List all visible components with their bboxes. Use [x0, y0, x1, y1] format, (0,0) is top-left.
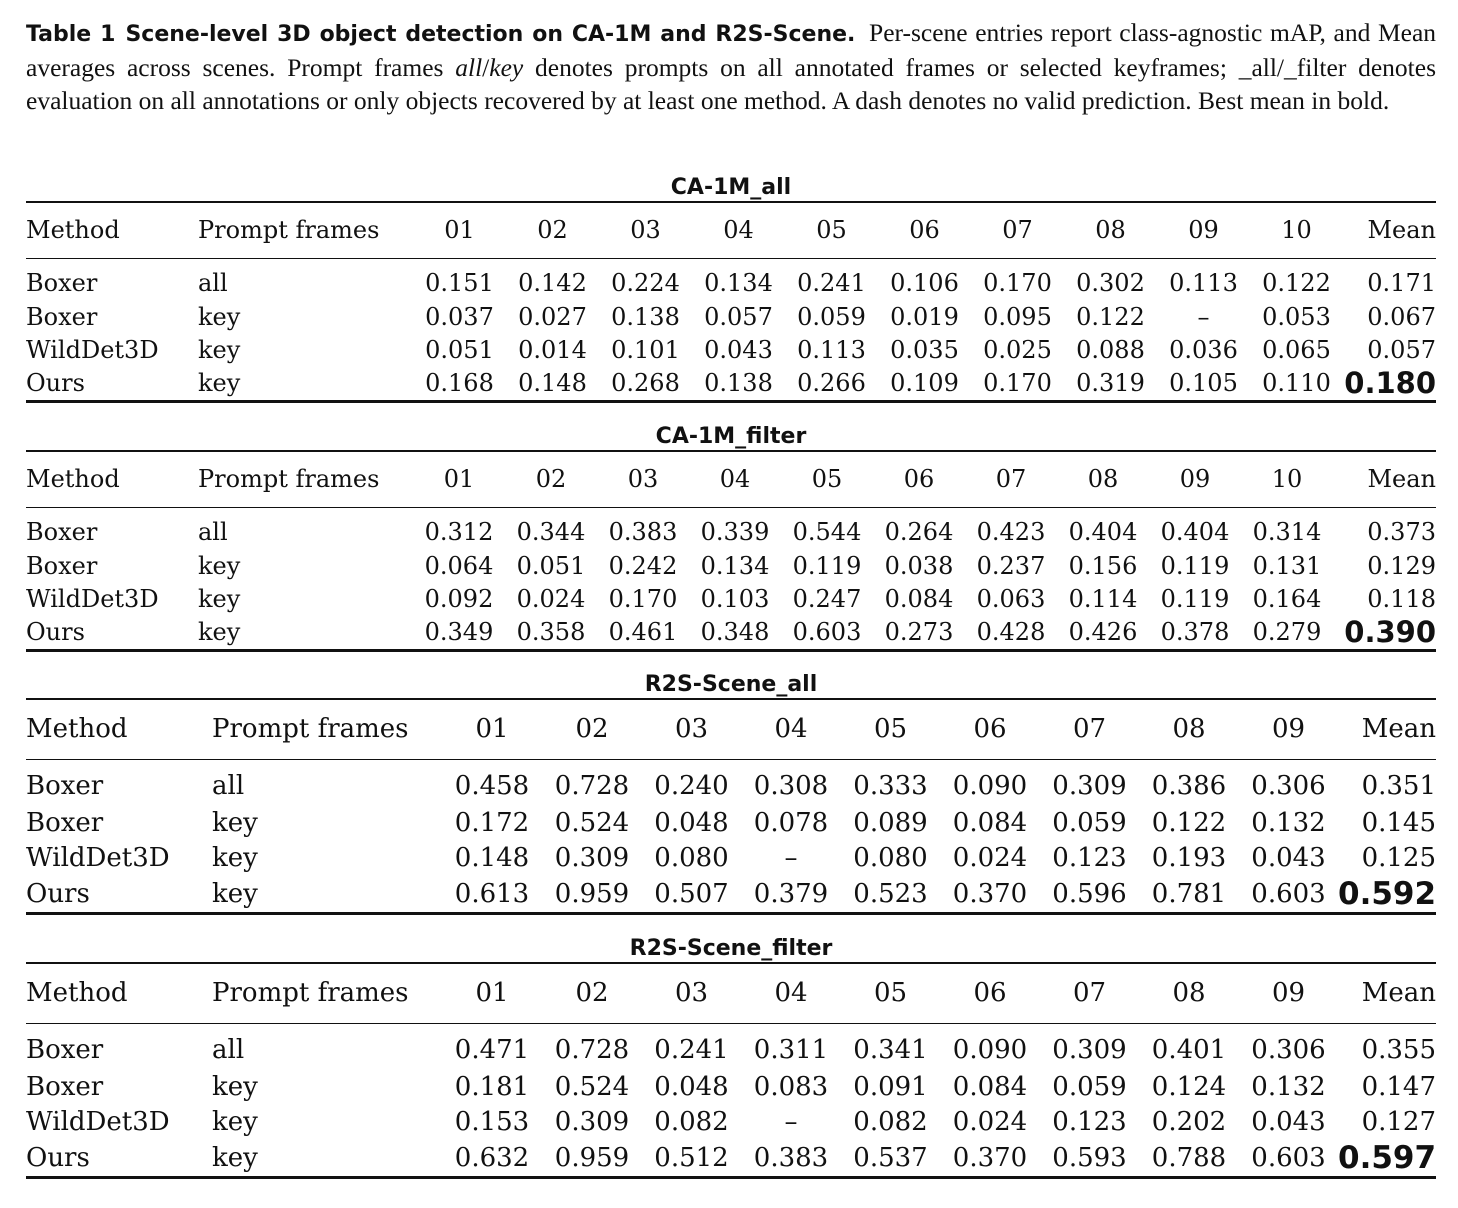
method-cell: Ours	[26, 369, 85, 397]
results-table	[26, 962, 1436, 1179]
table-row	[26, 333, 1436, 366]
scene-value-cell: 0.279	[1252, 618, 1322, 646]
scene-value-cell: 0.122	[1151, 807, 1227, 838]
scene-value-cell: 0.728	[554, 771, 630, 802]
column-header: 07	[1040, 699, 1139, 759]
method-cell: Boxer	[26, 518, 98, 547]
scene-value-cell: 0.333	[853, 771, 928, 802]
scene-value-cell: 0.043	[704, 335, 773, 364]
scene-value-cell: 0.401	[1151, 1035, 1227, 1066]
scene-value-cell: 0.113	[797, 335, 866, 364]
scene-value-cell: 0.458	[454, 771, 530, 802]
table-row	[26, 366, 1436, 402]
scene-value-cell: 0.181	[454, 1071, 530, 1102]
column-header: Method	[26, 451, 198, 507]
column-header: 08	[1064, 202, 1157, 258]
column-header: 09	[1239, 963, 1338, 1023]
scene-value-cell: 0.613	[454, 879, 530, 909]
column-header: 08	[1057, 451, 1149, 507]
scene-value-cell: 0.170	[983, 269, 1052, 298]
scene-value-cell: 0.134	[700, 551, 770, 580]
scene-value-cell: 0.053	[1262, 302, 1331, 331]
column-header: 09	[1157, 202, 1250, 258]
table-caption	[26, 16, 1436, 117]
scene-value-cell: 0.059	[1052, 1071, 1127, 1102]
scene-value-cell: 0.065	[1262, 335, 1331, 364]
column-header: 05	[781, 451, 873, 507]
column-header: 09	[1239, 699, 1338, 759]
column-header: Mean	[1338, 699, 1436, 759]
scene-value-cell: 0.302	[1076, 269, 1145, 298]
scene-value-cell: 0.383	[608, 518, 678, 547]
table-row	[26, 582, 1436, 615]
mean-cell: 0.373	[1367, 518, 1436, 547]
scene-value-cell: 0.242	[608, 551, 678, 580]
prompt-frames-cell: key	[212, 1071, 258, 1102]
scene-value-cell: 0.122	[1262, 269, 1331, 298]
scene-value-cell: 0.404	[1068, 518, 1138, 547]
scene-value-cell: 0.105	[1169, 369, 1238, 397]
scene-value-cell: 0.106	[890, 269, 959, 298]
prompt-frames-cell: key	[212, 1107, 258, 1137]
column-header: 07	[1040, 963, 1139, 1023]
column-header: 03	[599, 202, 692, 258]
scene-value-cell: 0.428	[976, 618, 1046, 646]
method-cell: Boxer	[26, 551, 98, 580]
scene-value-cell: 0.024	[516, 584, 586, 613]
column-header: 03	[597, 451, 689, 507]
method-cell: Boxer	[26, 1035, 104, 1066]
scene-value-cell: 0.339	[700, 518, 770, 547]
scene-value-cell: 0.080	[853, 843, 928, 873]
best-mean-cell: 0.390	[1344, 615, 1436, 649]
scene-value-cell: 0.309	[1052, 1035, 1127, 1066]
scene-value-cell: 0.266	[797, 369, 866, 397]
method-cell: WildDet3D	[26, 843, 170, 873]
method-cell: Boxer	[26, 269, 98, 298]
column-header: 02	[506, 202, 599, 258]
column-header: Prompt frames	[198, 202, 413, 258]
scene-value-cell: 0.156	[1068, 551, 1138, 580]
results-table-block	[26, 672, 1436, 915]
column-header: 02	[542, 699, 642, 759]
caption-label: Table 1	[26, 22, 116, 47]
scene-value-cell: 0.043	[1251, 843, 1326, 873]
scene-value-cell: 0.311	[753, 1035, 829, 1066]
prompt-frames-cell: all	[212, 1035, 245, 1066]
scene-value-cell: 0.273	[884, 618, 954, 646]
column-header: 06	[873, 451, 965, 507]
scene-value-cell: 0.035	[890, 335, 959, 364]
scene-value-cell: 0.378	[1160, 618, 1230, 646]
header-row	[26, 699, 1436, 759]
mean-cell: 0.129	[1367, 551, 1436, 580]
table-row	[26, 805, 1436, 840]
column-header: Mean	[1338, 963, 1436, 1023]
column-header: 03	[642, 963, 741, 1023]
method-cell: Ours	[26, 618, 85, 646]
scene-value-cell: 0.632	[454, 1143, 530, 1173]
prompt-frames-cell: all	[198, 518, 228, 547]
scene-value-cell: 0.110	[1262, 369, 1331, 397]
scene-value-cell: 0.051	[425, 335, 494, 364]
scene-value-cell: 0.092	[424, 584, 494, 613]
table-row	[26, 300, 1436, 333]
best-mean-cell: 0.597	[1338, 1140, 1437, 1176]
scene-value-cell: 0.083	[753, 1071, 829, 1102]
scene-value-cell: 0.134	[704, 269, 773, 298]
prompt-frames-cell: key	[198, 551, 241, 580]
scene-value-cell: 0.027	[518, 302, 587, 331]
scene-value-cell: 0.237	[976, 551, 1046, 580]
scene-value-cell: 0.024	[952, 843, 1028, 873]
column-header: 09	[1149, 451, 1241, 507]
results-table	[26, 450, 1436, 652]
scene-value-cell: 0.089	[853, 807, 928, 838]
results-table	[26, 201, 1436, 403]
scene-value-cell: 0.603	[1251, 1143, 1326, 1173]
scene-value-cell: 0.038	[884, 551, 954, 580]
mean-cell: 0.067	[1367, 302, 1436, 331]
scene-value-cell: 0.119	[792, 551, 862, 580]
table-row	[26, 1069, 1436, 1104]
scene-value-cell: 0.057	[704, 302, 773, 331]
scene-value-cell: 0.168	[425, 369, 494, 397]
scene-value-cell: 0.019	[890, 302, 959, 331]
prompt-frames-cell: key	[198, 584, 241, 613]
column-header: 06	[940, 699, 1040, 759]
method-cell: Boxer	[26, 771, 104, 802]
scene-value-cell: 0.781	[1151, 879, 1227, 909]
scene-value-cell: 0.103	[700, 584, 770, 613]
scene-value-cell: 0.090	[952, 771, 1028, 802]
scene-value-cell: 0.132	[1251, 807, 1326, 838]
scene-value-cell: 0.603	[1251, 879, 1326, 909]
scene-value-cell: 0.037	[425, 302, 494, 331]
method-cell: WildDet3D	[26, 335, 159, 364]
scene-value-cell: 0.170	[983, 369, 1052, 397]
table-title: R2S-Scene_all	[644, 672, 818, 697]
scene-value-cell: 0.202	[1151, 1107, 1227, 1137]
table-row	[26, 759, 1436, 805]
scene-value-cell: 0.507	[654, 879, 729, 909]
scene-value-cell: 0.593	[1052, 1143, 1127, 1173]
scene-value-cell: 0.341	[853, 1035, 928, 1066]
scene-value-cell: 0.091	[853, 1071, 928, 1102]
table-row	[26, 549, 1436, 582]
scene-value-cell: 0.113	[1169, 269, 1238, 298]
method-cell: Ours	[26, 1143, 90, 1173]
scene-value-cell: 0.959	[554, 879, 630, 909]
table-title: CA-1M_all	[670, 175, 792, 200]
table-row	[26, 615, 1436, 651]
column-header: 04	[741, 963, 841, 1023]
scene-value-cell: 0.370	[952, 1143, 1028, 1173]
method-cell: Boxer	[26, 807, 104, 838]
scene-value-cell: 0.404	[1160, 518, 1230, 547]
scene-value-cell: 0.523	[853, 879, 928, 909]
column-header: 04	[741, 699, 841, 759]
scene-value-cell: 0.306	[1251, 771, 1326, 802]
scene-value-cell: 0.059	[1052, 807, 1127, 838]
scene-value-cell: 0.170	[608, 584, 678, 613]
scene-value-cell: 0.119	[1160, 584, 1230, 613]
table-title: CA-1M_filter	[655, 424, 807, 449]
best-mean-cell: 0.592	[1338, 876, 1437, 912]
method-cell: WildDet3D	[26, 584, 159, 613]
caption-title: Scene-level 3D object detection on CA-1M and R2S-Scene.	[125, 22, 856, 47]
prompt-frames-cell: key	[198, 369, 241, 397]
scene-value-cell: 0.059	[797, 302, 866, 331]
scene-value-cell: 0.512	[654, 1143, 729, 1173]
scene-value-cell: –	[784, 1107, 798, 1137]
scene-value-cell: 0.309	[554, 843, 630, 873]
scene-value-cell: 0.014	[518, 335, 587, 364]
prompt-frames-cell: key	[198, 335, 241, 364]
scene-value-cell: 0.423	[976, 518, 1046, 547]
scene-value-cell: 0.151	[425, 269, 494, 298]
prompt-frames-cell: key	[212, 1143, 258, 1173]
column-header: Method	[26, 202, 198, 258]
scene-value-cell: 0.596	[1052, 879, 1127, 909]
scene-value-cell: 0.348	[700, 618, 770, 646]
scene-value-cell: 0.788	[1151, 1143, 1227, 1173]
prompt-frames-cell: key	[212, 879, 258, 909]
header-row	[26, 963, 1436, 1023]
scene-value-cell: 0.095	[983, 302, 1052, 331]
scene-value-cell: 0.131	[1252, 551, 1322, 580]
scene-value-cell: 0.319	[1076, 369, 1145, 397]
column-header: 10	[1241, 451, 1333, 507]
scene-value-cell: 0.119	[1160, 551, 1230, 580]
prompt-frames-cell: key	[212, 807, 258, 838]
scene-value-cell: 0.241	[797, 269, 866, 298]
table-row	[26, 507, 1436, 549]
column-header: Mean	[1343, 202, 1436, 258]
scene-value-cell: 0.241	[654, 1035, 729, 1066]
column-header: 01	[442, 699, 542, 759]
scene-value-cell: 0.138	[704, 369, 773, 397]
scene-value-cell: 0.082	[654, 1107, 729, 1137]
mean-cell: 0.147	[1361, 1071, 1436, 1102]
column-header: 04	[692, 202, 785, 258]
mean-cell: 0.145	[1361, 807, 1436, 838]
scene-value-cell: 0.142	[518, 269, 587, 298]
scene-value-cell: 0.148	[454, 843, 530, 873]
method-cell: Boxer	[26, 302, 98, 331]
column-header: 06	[878, 202, 971, 258]
scene-value-cell: 0.082	[853, 1107, 928, 1137]
column-header: 02	[505, 451, 597, 507]
method-cell: Ours	[26, 879, 90, 909]
scene-value-cell: 0.132	[1251, 1071, 1326, 1102]
column-header: 08	[1139, 699, 1239, 759]
scene-value-cell: 0.138	[611, 302, 680, 331]
scene-value-cell: –	[784, 843, 798, 873]
scene-value-cell: 0.080	[654, 843, 729, 873]
column-header: Prompt frames	[212, 963, 442, 1023]
header-row	[26, 202, 1436, 258]
scene-value-cell: –	[1197, 302, 1210, 331]
column-header: 01	[413, 451, 505, 507]
scene-value-cell: 0.544	[792, 518, 862, 547]
caption-emph-all: all	[455, 53, 483, 82]
column-header: 01	[413, 202, 506, 258]
scene-value-cell: 0.603	[792, 618, 862, 646]
table-row	[26, 840, 1436, 876]
scene-value-cell: 0.728	[554, 1035, 630, 1066]
scene-value-cell: 0.114	[1068, 584, 1138, 613]
column-header: 05	[841, 963, 940, 1023]
scene-value-cell: 0.051	[516, 551, 586, 580]
caption-emph-key: key	[489, 53, 524, 82]
scene-value-cell: 0.043	[1251, 1107, 1326, 1137]
column-header: 06	[940, 963, 1040, 1023]
scene-value-cell: 0.264	[884, 518, 954, 547]
caption-text-continued: denotes prompts on all annotated frames or selected keyframes; _all/_filter denotes evaluation on all annotations or only objects recovered by at least one method. A dash denotes no valid prediction. Best mean in bold.	[26, 53, 1436, 115]
column-header: Method	[26, 699, 212, 759]
column-header: 02	[542, 963, 642, 1023]
prompt-frames-cell: all	[198, 269, 228, 298]
caption-slash: /	[482, 53, 490, 82]
scene-value-cell: 0.524	[554, 807, 630, 838]
scene-value-cell: 0.471	[454, 1035, 530, 1066]
scene-value-cell: 0.063	[976, 584, 1046, 613]
scene-value-cell: 0.193	[1151, 843, 1227, 873]
mean-cell: 0.355	[1361, 1035, 1436, 1066]
scene-value-cell: 0.101	[611, 335, 680, 364]
scene-value-cell: 0.064	[424, 551, 494, 580]
scene-value-cell: 0.358	[516, 618, 586, 646]
scene-value-cell: 0.088	[1076, 335, 1145, 364]
scene-value-cell: 0.024	[952, 1107, 1028, 1137]
mean-cell: 0.125	[1361, 843, 1436, 873]
column-header: 01	[442, 963, 542, 1023]
scene-value-cell: 0.224	[611, 269, 680, 298]
column-header: Prompt frames	[198, 451, 413, 507]
mean-cell: 0.127	[1361, 1107, 1436, 1137]
column-header: 05	[785, 202, 878, 258]
scene-value-cell: 0.349	[424, 618, 494, 646]
scene-value-cell: 0.959	[554, 1143, 630, 1173]
scene-value-cell: 0.164	[1252, 584, 1322, 613]
results-table-block	[26, 175, 1436, 403]
scene-value-cell: 0.084	[884, 584, 954, 613]
header-row	[26, 451, 1436, 507]
mean-cell: 0.351	[1361, 771, 1436, 802]
scene-value-cell: 0.048	[654, 1071, 729, 1102]
scene-value-cell: 0.268	[611, 369, 680, 397]
prompt-frames-cell: key	[198, 302, 241, 331]
column-header: 07	[971, 202, 1064, 258]
scene-value-cell: 0.172	[454, 807, 530, 838]
scene-value-cell: 0.123	[1052, 1107, 1127, 1137]
best-mean-cell: 0.180	[1344, 366, 1436, 400]
table-row	[26, 876, 1436, 914]
column-header: Prompt frames	[212, 699, 442, 759]
scene-value-cell: 0.122	[1076, 302, 1145, 331]
scene-value-cell: 0.314	[1252, 518, 1322, 547]
table-row	[26, 1140, 1436, 1178]
scene-value-cell: 0.247	[792, 584, 862, 613]
scene-value-cell: 0.084	[952, 807, 1028, 838]
caption-text: Per-scene entries report class-agnostic mAP, and Mean averages across scenes. Prompt frames	[26, 18, 1437, 82]
scene-value-cell: 0.109	[890, 369, 959, 397]
column-header: 05	[841, 699, 940, 759]
scene-value-cell: 0.309	[1052, 771, 1127, 802]
scene-value-cell: 0.240	[654, 771, 729, 802]
scene-value-cell: 0.090	[952, 1035, 1028, 1066]
scene-value-cell: 0.153	[454, 1107, 530, 1137]
table-row	[26, 1023, 1436, 1069]
scene-value-cell: 0.124	[1151, 1071, 1227, 1102]
scene-value-cell: 0.084	[952, 1071, 1028, 1102]
prompt-frames-cell: key	[212, 843, 258, 873]
results-table-block	[26, 424, 1436, 652]
column-header: 07	[965, 451, 1057, 507]
table-title: R2S-Scene_filter	[629, 936, 833, 961]
results-table-block	[26, 936, 1436, 1179]
table-row	[26, 258, 1436, 300]
scene-value-cell: 0.308	[753, 771, 829, 802]
scene-value-cell: 0.123	[1052, 843, 1127, 873]
column-header: 04	[689, 451, 781, 507]
scene-value-cell: 0.379	[753, 879, 829, 909]
scene-value-cell: 0.461	[608, 618, 678, 646]
scene-value-cell: 0.344	[516, 518, 586, 547]
column-header: 03	[642, 699, 741, 759]
scene-value-cell: 0.036	[1169, 335, 1238, 364]
scene-value-cell: 0.078	[753, 807, 829, 838]
column-header: 08	[1139, 963, 1239, 1023]
scene-value-cell: 0.386	[1151, 771, 1227, 802]
results-table	[26, 698, 1436, 915]
mean-cell: 0.118	[1367, 584, 1436, 613]
scene-value-cell: 0.370	[952, 879, 1028, 909]
scene-value-cell: 0.148	[518, 369, 587, 397]
scene-value-cell: 0.025	[983, 335, 1052, 364]
table-row	[26, 1104, 1436, 1140]
scene-value-cell: 0.309	[554, 1107, 630, 1137]
scene-value-cell: 0.524	[554, 1071, 630, 1102]
mean-cell: 0.171	[1367, 269, 1436, 298]
scene-value-cell: 0.312	[424, 518, 494, 547]
column-header: Method	[26, 963, 212, 1023]
scene-value-cell: 0.383	[753, 1143, 829, 1173]
method-cell: WildDet3D	[26, 1107, 170, 1137]
scene-value-cell: 0.537	[853, 1143, 928, 1173]
scene-value-cell: 0.426	[1068, 618, 1138, 646]
scene-value-cell: 0.048	[654, 807, 729, 838]
mean-cell: 0.057	[1367, 335, 1436, 364]
column-header: 10	[1250, 202, 1343, 258]
column-header: Mean	[1333, 451, 1436, 507]
scene-value-cell: 0.306	[1251, 1035, 1326, 1066]
method-cell: Boxer	[26, 1071, 104, 1102]
prompt-frames-cell: key	[198, 618, 241, 646]
prompt-frames-cell: all	[212, 771, 245, 802]
